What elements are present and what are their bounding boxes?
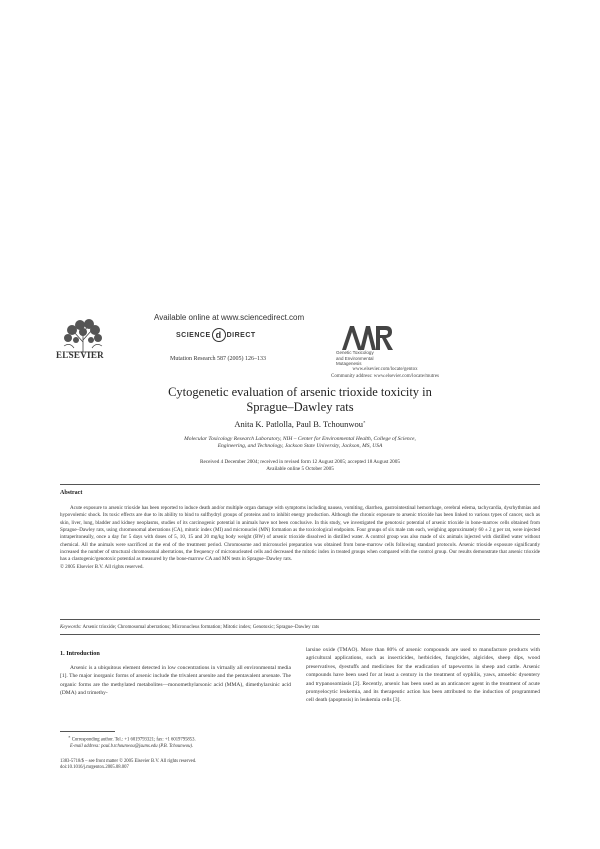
divider-keywords bbox=[60, 619, 540, 620]
author-list bbox=[0, 419, 600, 429]
issn-line: 1383-5718/$ – see front matter © 2005 Elsevier B.V. All rights reserved. bbox=[60, 759, 197, 764]
keywords-list: Arsenic trioxide; Chromosomal aberrations; Micronucleus formation; Mitotic index; Genotoxic; Sprague–Dawley rats bbox=[82, 625, 320, 630]
intro-right-column bbox=[306, 646, 540, 705]
sd-at-icon: d bbox=[212, 328, 226, 342]
title-line1: Cytogenetic evaluation of arsenic trioxide toxicity in bbox=[168, 385, 432, 399]
journal-reference: Mutation Research 587 (2005) 126–133 bbox=[170, 356, 266, 362]
divider-top bbox=[60, 484, 540, 485]
corresponding-mark[interactable]: ∗ bbox=[363, 420, 366, 425]
dates-line1: Received 4 December 2004; received in revised form 12 August 2005; accepted 18 August 2005 bbox=[200, 459, 400, 465]
intro-left-paragraph: Arsenic is a ubiquitous element detected in low concentrations in virtually all environmental media [1]. The major inorganic forms of arsenic include the trivalent arsenite and the pentavalent arsenate. The organic forms are the methylated metabolites—monomethylarsonic acid (MMA), dimethylarsinic acid (DMA) and trimethy- bbox=[60, 665, 291, 697]
footnote-line2[interactable]: E-mail address: paul.b.tchounwou@jsums.edu (P.B. Tchounwou). bbox=[70, 743, 194, 749]
footnote bbox=[60, 734, 291, 750]
sd-right-text: DIRECT bbox=[226, 331, 256, 339]
abstract-text: Acute exposure to arsenic trioxide has been reported to induce death and/or multiple organ damage with symptoms including nausea, vomiting, diarrhea, gastrointestinal hemorrhage, cerebral edema, tachycardia, dysrhythmias and hypovolemic shock. Its toxic effects are due to its ability to bind to sulfhydryl groups of proteins and to inhibit energy production. Although the chronic exposure to arsenic trioxide has been linked to various types of cancer, such as skin, liver, lung, bladder and kidney neoplasms, studies of its carcinogenic potential in animals have not been conclusive. In this study, we investigated the genotoxic potential of arsenic trioxide in bone-marrow cells obtained from Sprague–Dawley rats, using chromosomal aberrations (CA), mitotic index (MI) and micronuclei (MN) formation as the toxicological endpoints. Four groups of six male rats each, weighing approximately 60 ± 2 g per rat, were injected intraperitoneally, once a day for 5 days with doses of 5, 10, 15 and 20 mg/kg body weight (BW) of arsenic trioxide dissolved in distilled water. A control group was also made of six animals injected with distilled water without chemical. All the animals were sacrificed at the end of the treatment period. Chromosome and micronuclei preparation was obtained from bone-marrow cells following standard protocols. Arsenic trioxide exposure significantly increased the number of structural chromosomal aberrations, the frequency of micronucleated cells and decreased the mitotic index in treated groups when compared with the control group. Our results demonstrate that arsenic trioxide has a clastogenic/genotoxic potential as measured by the bone-marrow CA and MN tests in Sprague–Dawley rats. bbox=[60, 505, 540, 563]
sd-left-text: SCIENCE bbox=[176, 331, 211, 339]
footnote-mark: ∗ bbox=[68, 735, 71, 739]
footer-meta bbox=[60, 759, 291, 772]
divider-bottom bbox=[60, 634, 540, 635]
article-title bbox=[0, 385, 600, 415]
journal-logo-icon bbox=[336, 322, 396, 352]
affiliation-line1: Molecular Toxicology Research Laboratory, NIH – Center for Environmental Health, College of Science, bbox=[184, 436, 416, 442]
title-line2: Sprague–Dawley rats bbox=[246, 400, 354, 414]
keywords bbox=[60, 625, 540, 630]
journal-logo-line1: Genetic Toxicology bbox=[336, 350, 374, 355]
abstract-body bbox=[60, 505, 540, 571]
sciencedirect-logo bbox=[176, 328, 256, 342]
journal-url bbox=[330, 366, 440, 380]
intro-left-column bbox=[60, 664, 291, 698]
affiliation-line2: Engineering, and Technology, Jackson State University, Jackson, MS, USA bbox=[217, 443, 383, 449]
article-dates bbox=[0, 459, 600, 473]
doi-link[interactable]: doi:10.1016/j.mrgentox.2005.08.007 bbox=[60, 765, 129, 771]
journal-logo-caption bbox=[336, 350, 408, 367]
availability-line: Available online at www.sciencedirect.com bbox=[154, 313, 305, 322]
journal-logo-line2: and Environmental bbox=[336, 355, 374, 361]
journal-url-line1[interactable]: www.elsevier.com/locate/gentox bbox=[352, 367, 418, 372]
journal-logo-line3: Mutagenesis bbox=[336, 361, 362, 366]
keywords-label: Keywords: bbox=[60, 625, 82, 630]
authors-text: Anita K. Patlolla, Paul B. Tchounwou bbox=[234, 419, 364, 429]
publisher-name: ELSEVIER bbox=[56, 350, 104, 360]
abstract-heading: Abstract bbox=[60, 490, 83, 496]
dates-line2: Available online 5 October 2005 bbox=[266, 466, 334, 472]
intro-right-paragraph: larsine oxide (TMAO). More than 80% of arsenic compounds are used to manufacture products with agricultural applications, such as insecticides, herbicides, fungicides, algicides, sheep dips, wood preservatives, dyestuffs and medicines for the eradication of tapeworms in sheep and cattle. Arsenic compounds have been used for at least a century in the treatment of syphilis, yaws, amoebic dysentery and trypanosomiasis [2]. Recently, arsenic has been used as an anticancer agent in the treatment of acute promyelocytic leukemia, and its therapeutic action has been attributed to the induction of programmed cell death (apoptosis) in leukemia cells [3]. bbox=[306, 647, 540, 704]
section-heading-introduction: 1. Introduction bbox=[60, 650, 100, 657]
journal-url-line2[interactable]: Community address: www.elsevier.com/locate/mutres bbox=[331, 374, 439, 379]
affiliation bbox=[0, 436, 600, 450]
footnote-rule bbox=[60, 731, 115, 732]
footnote-line1: Corresponding author. Tel.: +1 6019793321; fax: +1 6019795853. bbox=[71, 737, 196, 743]
copyright: © 2005 Elsevier B.V. All rights reserved. bbox=[60, 563, 144, 570]
